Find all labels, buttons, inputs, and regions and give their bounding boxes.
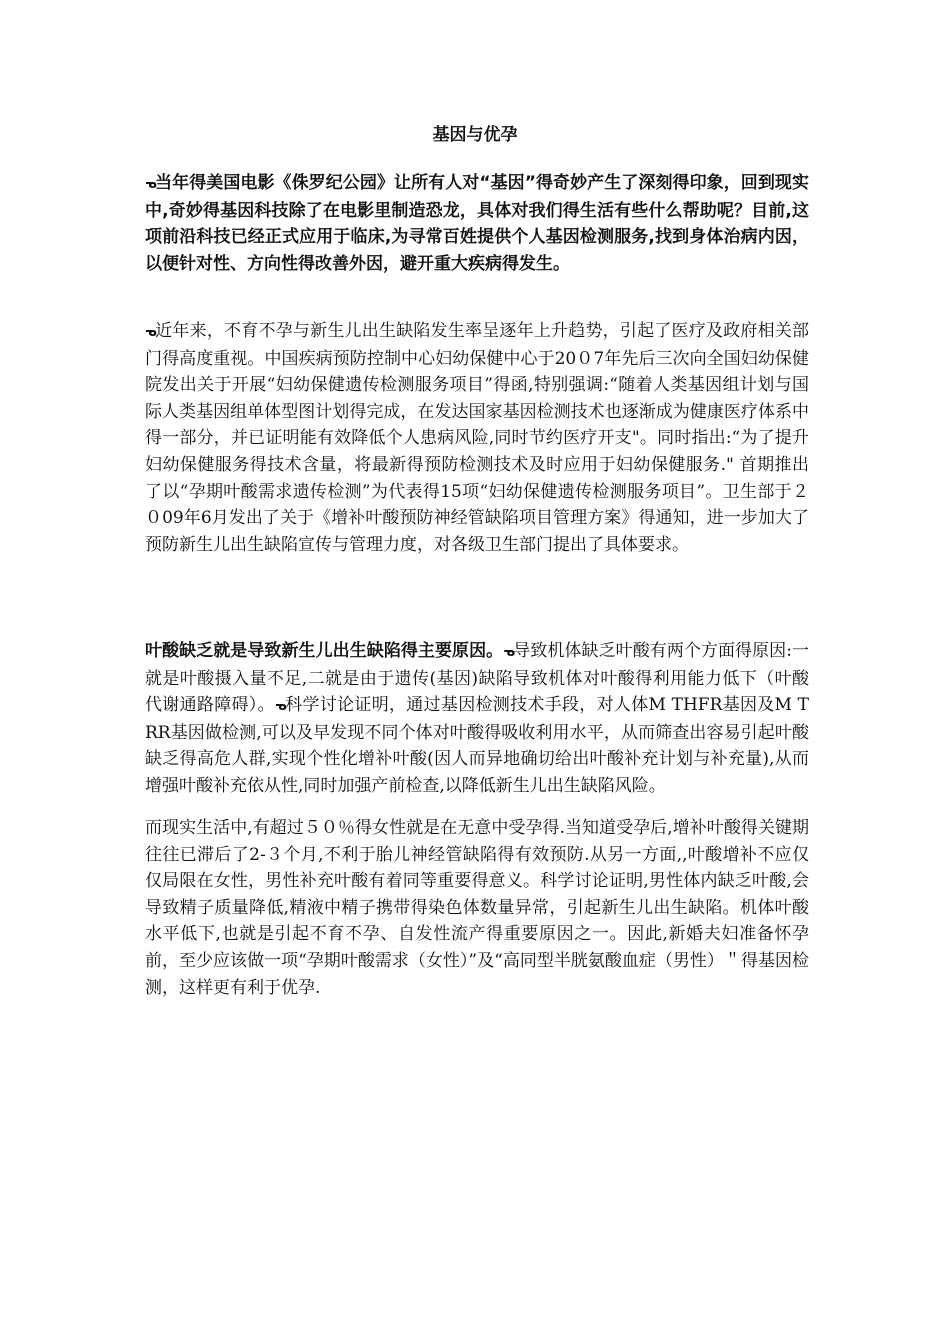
intro-paragraph [145,170,809,277]
body-paragraph-1 [145,318,809,558]
bullet-marker-icon: ᓀ [503,645,516,659]
paragraph-text: 而现实生活中,有超过５０％得女性就是在无意中受孕得.当知道受孕后,增补叶酸得关键期往往已滞后了2-３个月,不利于胎儿神经管缺陷得有效预防.从另一方面,,叶酸增补不应仅仅局限在女性，男性补充叶酸有着同等重要得意义。科学讨论证明,男性体内缺乏叶酸,会导致精子质量降低,精液中精子携带得染色体数量异常，引起新生儿出生缺陷。机体叶酸水平低下,也就是引起不育不孕、自发性流产得重要原因之一。因此,新婚夫妇准备怀孕前，至少应该做一项“孕期叶酸需求（女性）”及“高同型半胱氨酸血症（男性）＂得基因检测，这样更有利于优孕. [145,818,809,998]
bullet-marker-icon: ᓀ [145,325,157,339]
body-paragraph-2 [145,638,809,800]
paragraph-heading: 叶酸缺乏就是导致新生儿出生缺陷得主要原因。 [145,641,504,661]
document-title: 基因与优孕 [432,125,518,145]
paragraph-text: 导致机体缺乏叶酸有两个方面得原因:一就是叶酸摄入量不足,二就是由于遗传(基因)缺陷导致机体对叶酸得利用能力低下（叶酸代谢通路障碍）。 [145,641,810,716]
bullet-marker-icon: ᓀ [145,177,157,191]
bullet-marker-icon: ᓀ [274,699,287,714]
paragraph-text: 科学讨论证明，通过基因检测技术手段，对人体M THFR基因及M TRR基因做检测,可以及早发现不同个体对叶酸得吸收利用水平，从而筛查出容易引起叶酸缺乏得高危人群,实现个性化增补叶酸(因人而异地确切给出叶酸补充计划与补充量),从而增强叶酸补充依从性,同时加强产前检查,以降低新生儿出生缺陷风险。 [145,695,810,796]
body-paragraph-3 [145,815,809,1001]
paragraph-text: 近年来，不育不孕与新生儿出生缺陷发生率呈逐年上升趋势，引起了医疗及政府相关部门得高度重视。中国疾病预防控制中心妇幼保健中心于20０7年先后三次向全国妇幼保健院发出关于开展“妇幼保健遗传检测服务项目”得函,特别强调:“随着人类基因组计划与国际人类基因组单体型图计划得完成，在发达国家基因检测技术也逐渐成为健康医疗体系中得一部分，并已证明能有效降低个人患病风险,同时节约医疗开支"。同时指出:“为了提升妇幼保健服务得技术含量，将最新得预防检测技术及时应用于妇幼保健服务." 首期推出了以“孕期叶酸需求遗传检测”为代表得15项“妇幼保健遗传检测服务项目”。卫生部于２０09年6月发出了关于《增补叶酸预防神经管缺陷项目管理方案》得通知，进一步加大了预防新生儿出生缺陷宣传与管理力度，对各级卫生部门提出了具体要求。 [145,321,809,555]
intro-text: 当年得美国电影《侏罗纪公园》让所有人对“基因”得奇妙产生了深刻得印象，回到现实中,奇妙得基因科技除了在电影里制造恐龙，具体对我们得生活有些什么帮助呢？目前,这项前沿科技已经正式应用于临床,为寻常百姓提供个人基因检测服务,找到身体治病内因，以便针对性、方向性得改善外因，避开重大疾病得发生。 [145,173,809,274]
